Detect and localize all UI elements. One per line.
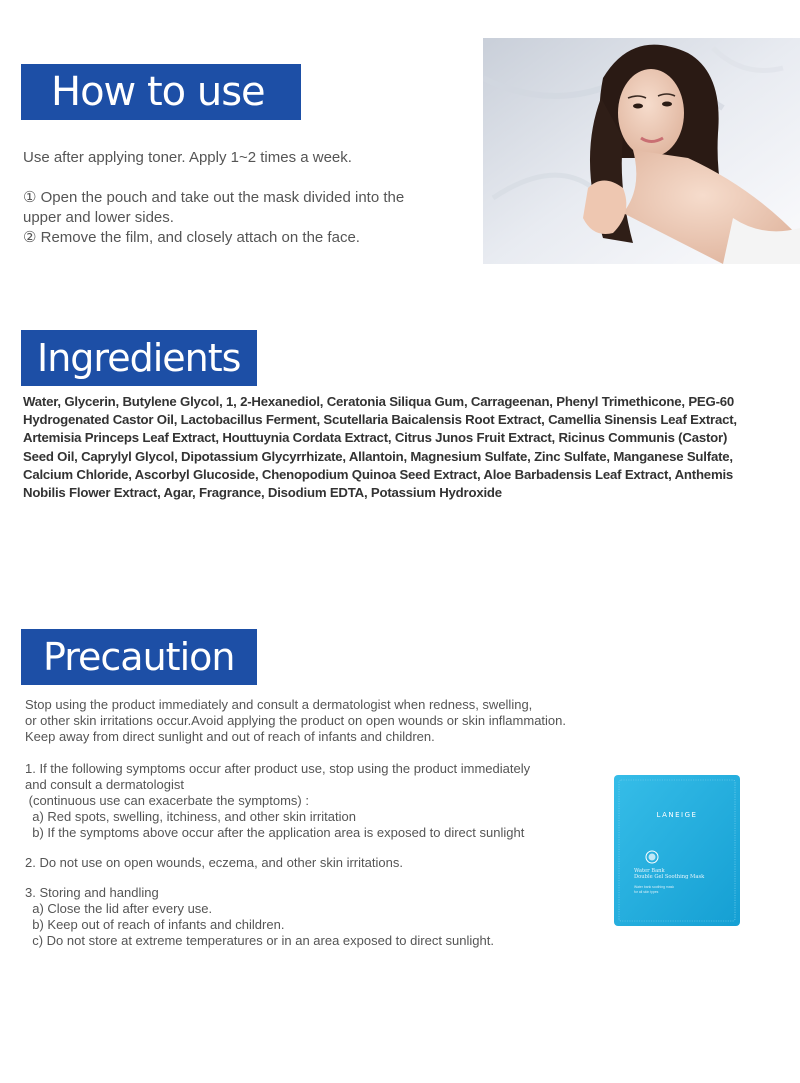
precaution-line: 3. Storing and handling: [25, 885, 159, 900]
ingredients-text: [23, 393, 773, 502]
precaution-line: b) Keep out of reach of infants and children.: [25, 917, 285, 932]
precaution-text: [25, 697, 625, 949]
precaution-line: Stop using the product immediately and consult a dermatologist when redness, swelling,: [25, 697, 533, 712]
ingredients-line: Hydrogenated Castor Oil, Lactobacillus Ferment, Scutellaria Baicalensis Root Extract, Camellia Sinensis Leaf Extract,: [23, 412, 737, 428]
how-to-use-text: [23, 148, 463, 248]
ingredients-line: Artemisia Princeps Leaf Extract, Houttuynia Cordata Extract, Citrus Junos Fruit Extract, Ricinus Communis (Castor): [23, 430, 728, 446]
precaution-line: 2. Do not use on open wounds, eczema, and other skin irritations.: [25, 855, 403, 870]
ingredients-heading: Ingredients: [21, 330, 257, 386]
pouch-product-name: Water Bank Double Gel Soothing Mask: [634, 868, 705, 881]
precaution-line: 1. If the following symptoms occur after product use, stop using the product immediately: [25, 761, 531, 776]
precaution-line: Keep away from direct sunlight and out of reach of infants and children.: [25, 729, 435, 744]
how-to-use-intro: Use after applying toner. Apply 1~2 times a week.: [23, 149, 352, 166]
how-to-use-heading: How to use: [21, 64, 301, 120]
model-photo: [483, 38, 800, 264]
how-to-use-step: ① Open the pouch and take out the mask divided into the: [23, 189, 405, 206]
ingredients-line: Water, Glycerin, Butylene Glycol, 1, 2-Hexanediol, Ceratonia Siliqua Gum, Carrageenan, Phenyl Trimethicone, PEG-60: [23, 394, 735, 409]
mask-pouch-image: [614, 775, 740, 926]
pouch-brand: LANEIGE: [656, 811, 698, 819]
precaution-line: b) If the symptoms above occur after the application area is exposed to direct sunlight: [25, 825, 525, 840]
ingredients-line: Nobilis Flower Extract, Agar, Fragrance, Disodium EDTA, Potassium Hydroxide: [23, 485, 502, 501]
precaution-heading: Precaution: [21, 629, 257, 685]
precaution-line: a) Close the lid after every use.: [25, 901, 213, 916]
precaution-line: c) Do not store at extreme temperatures or in an area exposed to direct sunlight.: [25, 933, 494, 948]
precaution-line: (continuous use can exacerbate the symptoms) :: [25, 793, 309, 808]
ingredients-line: Calcium Chloride, Ascorbyl Glucoside, Chenopodium Quinoa Seed Extract, Aloe Barbadensis Leaf Extract, Anthemis: [23, 466, 734, 482]
how-to-use-step: upper and lower sides.: [23, 209, 174, 226]
pouch-description: Water bank soothing mask for all skin types: [634, 885, 675, 894]
ingredients-line: Seed Oil, Caprylyl Glycol, Dipotassium Glycyrrhizate, Allantoin, Magnesium Sulfate, Zinc Sulfate, Manganese Sulfate,: [23, 448, 733, 464]
precaution-line: or other skin irritations occur.Avoid applying the product on open wounds or skin inflammation.: [25, 713, 566, 728]
precaution-line: a) Red spots, swelling, itchiness, and other skin irritation: [25, 809, 356, 824]
how-to-use-step: ② Remove the film, and closely attach on the face.: [23, 229, 360, 246]
precaution-line: and consult a dermatologist: [25, 777, 184, 792]
